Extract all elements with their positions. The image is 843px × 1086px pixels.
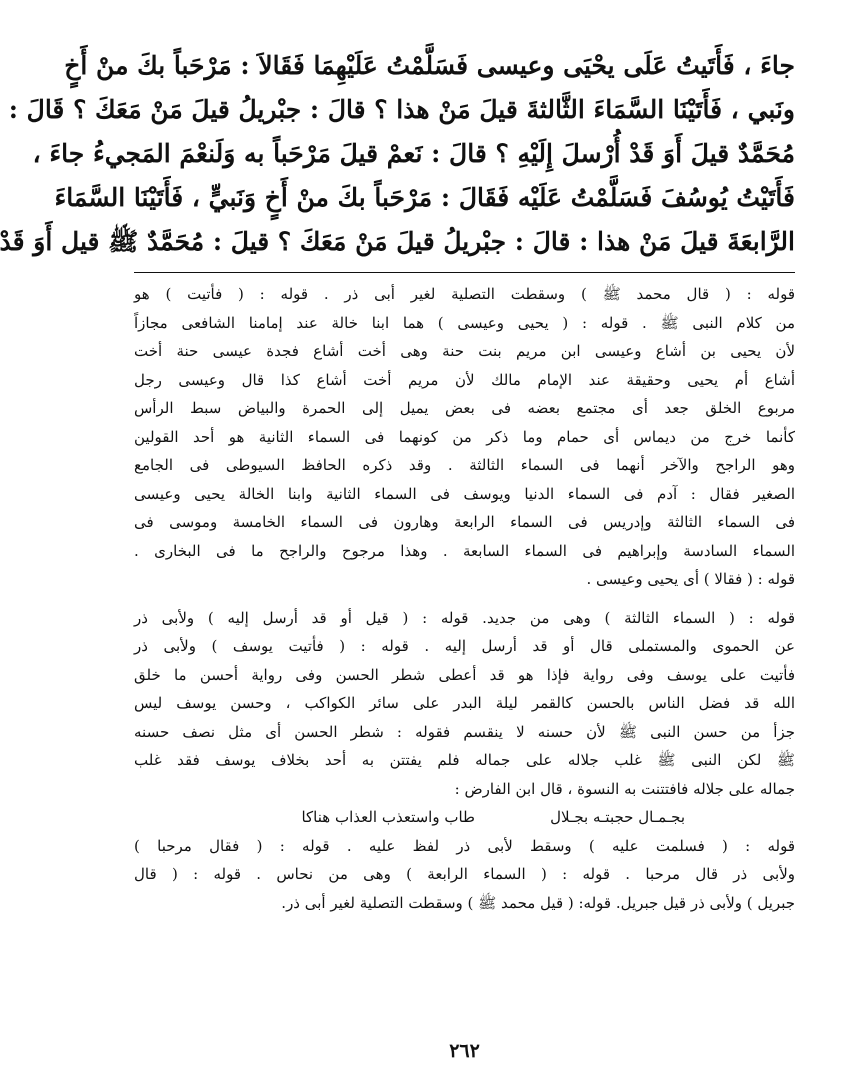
verse-first-hemistich: بجـمـال حجبتـه بجـلال <box>550 808 685 826</box>
commentary-line: فى السماء الثالثة وإدريس فى السماء الرابعة وهارون فى السماء الخامسة وموسى فى <box>134 513 795 531</box>
commentary-line: ولأبى ذر قال مرحبا . قوله : ( السماء الرابعة ) وهى من نحاس . قوله : ( قال <box>134 865 795 883</box>
commentary-line: عن الحموى والمستملى قال أو قد أرسل إليه . قوله : ( فأتيت يوسف ) ولأبى ذر <box>134 637 795 655</box>
commentary-line: مربوع الخلق جعد أى مجتمع بعضه فى بعض يميل إلى الحمرة والبياض سبط الرأس <box>134 399 795 417</box>
commentary-line: من كلام النبى ﷺ . قوله : ( يحيى وعيسى ) هما ابنا خالة عند إمامنا الشافعى مجازاً <box>134 313 795 332</box>
page-number: ٢٦٢ <box>449 1040 480 1062</box>
commentary-line: ﷺ لكن النبى ﷺ غلب جلاله على جماله فلم يفتتن به أحد بخلاف يوسف فقد غلب <box>134 751 795 769</box>
commentary-line: قوله : ( السماء الثالثة ) وهى من جديد. قوله : ( قيل أو قد أرسل إليه ) ولأبى ذر <box>134 608 795 627</box>
commentary-line: جماله على جلاله فافتتنت به النسوة ، قال ابن الفارض : <box>454 779 795 798</box>
commentary-line: قوله : ( قال محمد ﷺ ) وسقطت التصلية لغير أبى ذر . قوله : ( فأتيت ) هو <box>134 285 795 303</box>
commentary-line: الصغير فقال : آدم فى السماء الدنيا ويوسف فى السماء الثانية وابنا الخالة يحيى وعيسى <box>134 484 795 503</box>
commentary-line: جزأ من حسن النبى ﷺ لأن حسنه لا ينقسم فقوله : شطر الحسن أى مثل نصف حسنه <box>134 722 795 741</box>
commentary <box>134 280 795 917</box>
hadith-text <box>0 44 795 264</box>
commentary-line: جبريل ) ولأبى ذر قيل جبريل. قوله: ( قيل محمد ﷺ ) وسقطت التصلية لغير أبى ذر. <box>281 893 795 912</box>
commentary-line: كأنما خرج من ديماس أى حمام وما ذكر من كونهما فى السماء الثانية هو أحد القولين <box>134 427 795 446</box>
commentary-line: وهو الراجح والآخر أنهما فى السماء الثالثة . وقد ذكره الحافظ السيوطى فى الجامع <box>134 456 795 474</box>
commentary-line: الله قد فضل الناس بالحسن كالقمر ليلة البدر على سائر الكواكب ، وحسن يوسف ليس <box>134 694 795 712</box>
hadith-line: جاءَ ، فَأَتَيتُ عَلَى يحْيَى وعيسى فَسَلَّمْتُ عَلَيْهِمَا فَقَالاَ : مَرْحَباً بكَ منْ أَخٍ <box>64 51 795 80</box>
commentary-line: قوله : ( فقالا ) أى يحيى وعيسى . <box>586 570 795 588</box>
hadith-line: فَأَتَيْتُ يُوسُفَ فَسَلَّمْتُ عَلَيْه فَقَالَ : مَرْحَباً بكَ منْ أَخٍ وَنَبيٍّ ، فَأَتَيْنَا السَّمَاءَ <box>54 183 795 212</box>
hadith-line: الرَّابعَةَ قيلَ مَنْ هذا : قالَ : جبْريلُ قيلَ مَنْ مَعَكَ ؟ قيلَ : مُحَمَّدٌ ﷺ قيل أَوَ قَدْ <box>0 227 795 256</box>
hadith-line: ونَبي ، فَأَتَيْنَا السَّمَاءَ الثَّالثةَ قيلَ مَنْ هذا ؟ قالَ : جبْريلُ قيلَ مَنْ مَعَكَ ؟ قَالَ : <box>8 95 795 124</box>
commentary-line: أشاع أم يحيى وحقيقة عند الإمام مالك لأن مريم أخت أشاع كذا قال وعيسى رجل <box>134 370 795 389</box>
commentary-line: فأتيت على يوسف وفى رواية فإذا هو قد أعطى شطر الحسن وفى رواية أحسن ما خلق <box>134 665 795 684</box>
commentary-line: لأن يحيى بن أشاع وعيسى ابن مريم بنت حنة وهى أخت أشاع فجدة عيسى حنة أخت <box>134 342 795 360</box>
commentary-line: السماء السادسة وإبراهيم فى السماء السابعة . وهذا مرجوح والراجح ما فى البخارى . <box>134 541 795 560</box>
hadith-line: مُحَمَّدٌ قيلَ أَوَ قَدْ أُرْسلَ إِلَيْهِ ؟ قالَ : نَعمْ قيلَ مَرْحَباً به وَلَنعْمَ المَجيءُ جاءَ ، <box>32 139 795 168</box>
poetry-verse <box>134 803 795 832</box>
verse-second-hemistich: طاب واستعذب العذاب هناكا <box>301 808 475 826</box>
commentary-line: قوله : ( فسلمت عليه ) وسقط لأبى ذر لفظ عليه . قوله : ( فقال مرحبا ) <box>134 836 795 855</box>
footnote-separator <box>134 272 795 273</box>
